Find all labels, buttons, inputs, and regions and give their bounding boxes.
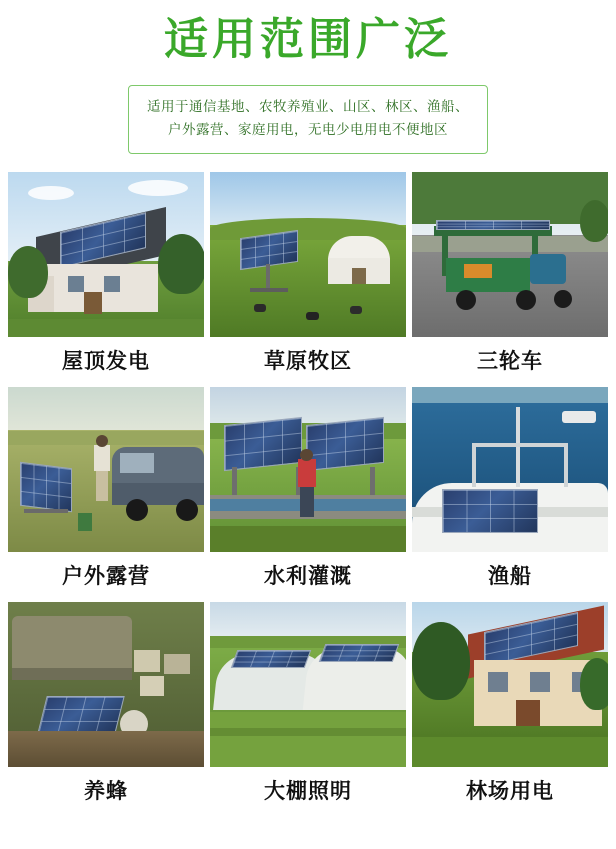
gallery-item-grassland [210, 172, 406, 381]
photo-rooftop [8, 172, 204, 337]
gallery-caption: 林场用电 [466, 779, 554, 804]
subtitle-box [128, 85, 488, 154]
gallery-caption: 水利灌溉 [264, 564, 352, 589]
page-title: 适用范围广泛 [164, 14, 452, 65]
photo-fishingboat [412, 387, 608, 552]
photo-tricycle [412, 172, 608, 337]
photo-greenhouse [210, 602, 406, 767]
application-gallery [0, 172, 616, 811]
gallery-item-irrigation [210, 387, 406, 596]
photo-forestfarm [412, 602, 608, 767]
subtitle-line-1: 适用于通信基地、农牧养殖业、山区、林区、渔船、 [147, 98, 469, 115]
photo-grassland [210, 172, 406, 337]
subtitle-line-2: 户外露营、家庭用电，无电少电用电不便地区 [168, 122, 448, 139]
gallery-item-fishingboat [412, 387, 608, 596]
gallery-caption: 户外露营 [62, 564, 150, 589]
gallery-item-rooftop [8, 172, 204, 381]
gallery-caption: 渔船 [488, 564, 532, 589]
gallery-caption: 屋顶发电 [62, 349, 150, 374]
gallery-item-camping [8, 387, 204, 596]
gallery-item-beekeeping [8, 602, 204, 811]
photo-camping [8, 387, 204, 552]
gallery-item-forestfarm [412, 602, 608, 811]
gallery-caption: 养蜂 [84, 779, 128, 804]
gallery-caption: 三轮车 [477, 349, 543, 374]
gallery-caption: 大棚照明 [264, 779, 352, 804]
photo-irrigation [210, 387, 406, 552]
gallery-caption: 草原牧区 [264, 349, 352, 374]
gallery-item-greenhouse [210, 602, 406, 811]
photo-beekeeping [8, 602, 204, 767]
gallery-item-tricycle [412, 172, 608, 381]
